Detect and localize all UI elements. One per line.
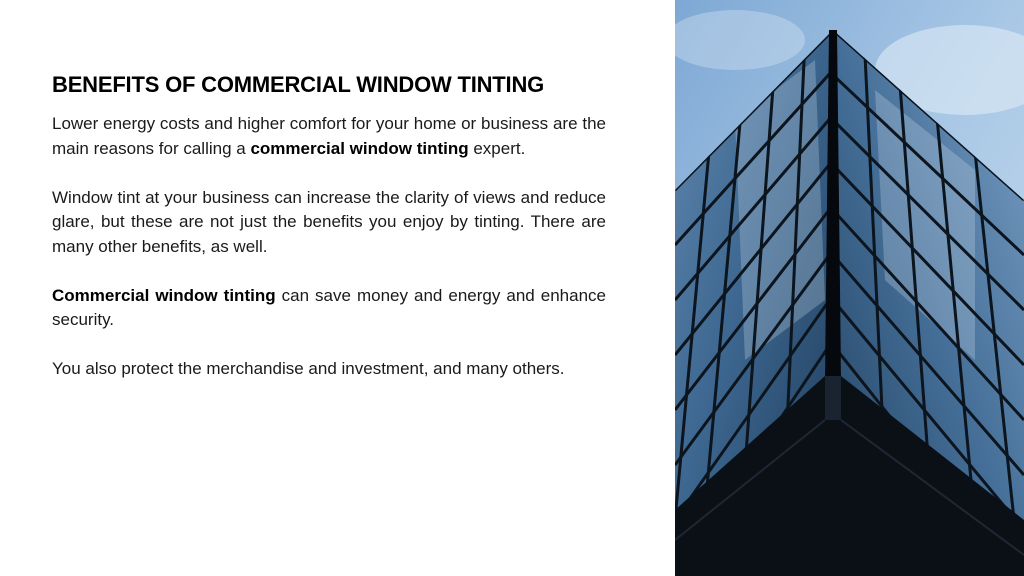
skyscraper-photo xyxy=(675,0,1024,576)
paragraph-protect-merchandise: You also protect the merchandise and investment, and many others. xyxy=(52,359,565,378)
paragraph-1-end: expert. xyxy=(468,138,526,158)
text-column xyxy=(52,72,606,406)
paragraph-3-bold: Commercial window tinting xyxy=(52,285,276,305)
paragraph-save-money xyxy=(52,284,606,333)
paragraph-3-text: can save money and energy and enhance security. xyxy=(52,285,607,329)
slide-heading: BENEFITS OF COMMERCIAL WINDOW TINTING xyxy=(52,72,545,97)
base-corner xyxy=(825,376,841,420)
paragraph-1-text: Lower energy costs and higher comfort for your home or business are the main reasons for calling a xyxy=(52,114,606,158)
paragraph-1-bold: commercial window tinting xyxy=(250,138,469,158)
paragraph-energy-costs xyxy=(52,112,606,161)
paragraph-window-tint-clarity: Window tint at your business can increase the clarity of views and reduce glare, but these are not just the benefits you enjoy by tinting. There are many other benefits, as well. xyxy=(52,187,606,256)
skyscraper-illustration xyxy=(675,0,1024,576)
